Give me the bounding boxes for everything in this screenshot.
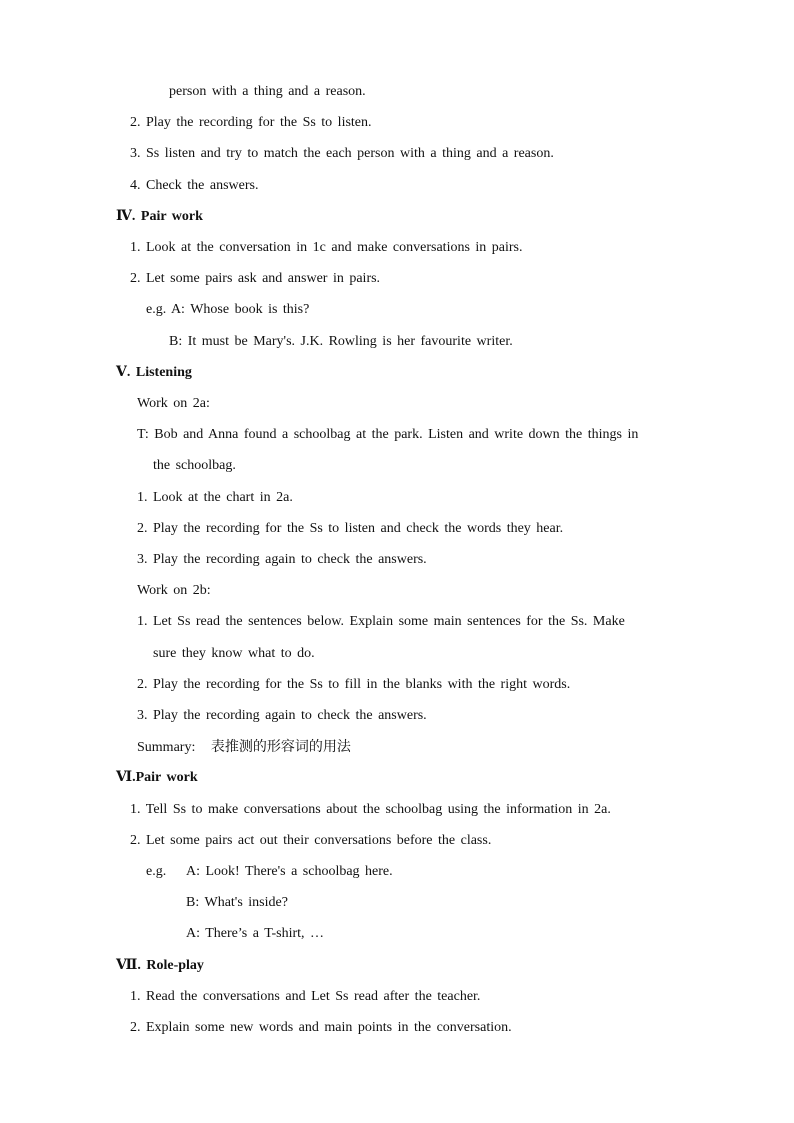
example-line: A: Look! There's a schoolbag here.	[186, 864, 393, 879]
text-line: Work on 2b:	[137, 583, 211, 598]
text-line: 1. Let Ss read the sentences below. Explain some main sentences for the Ss. Make	[137, 614, 625, 629]
section-heading: Ⅳ. Pair work	[116, 209, 203, 224]
text-line: person with a thing and a reason.	[169, 84, 366, 99]
text-line: 3. Play the recording again to check the answers.	[137, 708, 427, 723]
example-label: e.g.	[146, 864, 167, 879]
text-line: the schoolbag.	[153, 458, 236, 473]
section-heading: Ⅴ. Listening	[116, 365, 192, 380]
text-line: 1. Tell Ss to make conversations about the schoolbag using the information in 2a.	[130, 802, 611, 817]
section-heading: Ⅶ. Role-play	[116, 958, 204, 973]
text-line: 2. Play the recording for the Ss to listen.	[130, 115, 372, 130]
text-line: 2. Explain some new words and main points in the conversation.	[130, 1020, 512, 1035]
section-heading: Ⅵ.Pair work	[116, 770, 198, 785]
text-line: 1. Look at the chart in 2a.	[137, 490, 293, 505]
text-line: 4. Check the answers.	[130, 178, 259, 193]
text-line: 1. Read the conversations and Let Ss read after the teacher.	[130, 989, 481, 1004]
text-line: 1. Look at the conversation in 1c and make conversations in pairs.	[130, 240, 523, 255]
example-line: B: What's inside?	[186, 895, 288, 910]
example-line: B: It must be Mary's. J.K. Rowling is her favourite writer.	[169, 334, 513, 349]
text-line: 2. Play the recording for the Ss to listen and check the words they hear.	[137, 521, 564, 536]
text-line: 3. Ss listen and try to match the each person with a thing and a reason.	[130, 146, 554, 161]
summary-text: 表推测的形容词的用法	[210, 739, 351, 755]
text-line: 2. Let some pairs act out their conversations before the class.	[130, 833, 492, 848]
summary-label: Summary:	[137, 740, 196, 755]
text-line: Work on 2a:	[137, 396, 210, 411]
text-line: T: Bob and Anna found a schoolbag at the park. Listen and write down the things in	[137, 427, 639, 442]
example-line: A: There’s a T-shirt, …	[186, 926, 325, 941]
text-line: 3. Play the recording again to check the answers.	[137, 552, 427, 567]
text-line: 2. Let some pairs ask and answer in pairs.	[130, 271, 381, 286]
text-line: sure they know what to do.	[153, 646, 315, 661]
example-line: e.g. A: Whose book is this?	[146, 302, 310, 317]
summary-line	[137, 738, 351, 757]
text-line: 2. Play the recording for the Ss to fill in the blanks with the right words.	[137, 677, 571, 692]
